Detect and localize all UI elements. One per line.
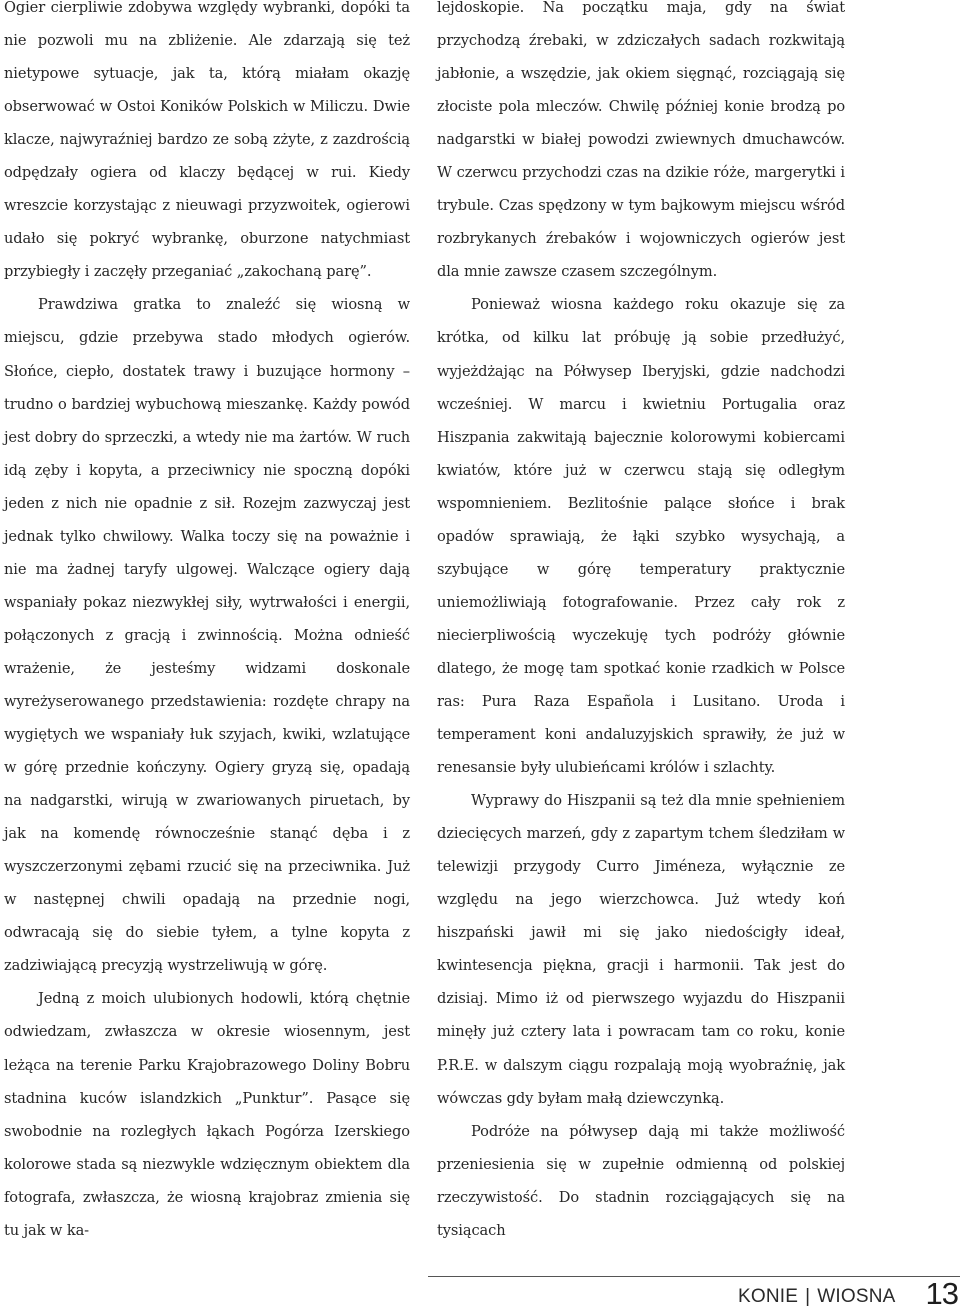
paragraph: Ponieważ wiosna każdego roku okazuje się za krótka, od kilku lat próbuję ją sobie przedłużyć, wyjeżdżając na Półwysep Iberyjski, gdzie nadchodzi wcześniej. W marcu i kwietniu Portugalia oraz Hiszpania zakwitają bajecznie kolorowymi kobiercami kwiatów, które już w czerwcu stają się odległym wspomnieniem. Bezlitośnie palące słońce i brak opadów sprawiają, że łąki szybko wysychają, a szybujące w górę temperatury praktycznie uniemożliwiają fotografowanie. Przez cały rok z niecierpliwością wyczekuję tych podróży głównie dlatego, że mogę tam spotkać konie rzadkich w Polsce ras: Pura Raza Española i Lusitano. Uroda i temperament koni andaluzyjskich sprawiły, że już w renesansie były ulubieńcami królów i szlachty. bbox=[437, 296, 845, 777]
paragraph: Wyprawy do Hiszpanii są też dla mnie spełnieniem dziecięcych marzeń, gdy z zapartym tchem śledziłam w telewizji przygody Curro Jiméneza, wyłącznie ze względu na jego wierzchowca. Już wtedy koń hiszpański jawił mi się jako niedościgły ideał, kwintesencja piękna, gracji i harmonii. Tak jest do dzisiaj. Mimo iż od pierwszego wyjazdu do Hiszpanii minęły już cztery lata i powracam tam co roku, konie P.R.E. w dalszym ciągu rozpalają moją wyobraźnię, jak wówczas gdy byłam małą dziewczynką. bbox=[437, 792, 845, 1107]
footer-divider bbox=[428, 1276, 960, 1277]
footer-section-konie: KONIE bbox=[738, 1286, 799, 1307]
footer-separator: | bbox=[805, 1286, 811, 1307]
right-text-column bbox=[437, 0, 845, 1247]
footer-section-wiosna: WIOSNA bbox=[817, 1286, 896, 1307]
paragraph: Jedną z moich ulubionych hodowli, którą chętnie odwiedzam, zwłaszcza w okresie wiosennym, jest leżąca na terenie Parku Krajobrazowego Doliny Bobru stadnina kuców islandzkich „Punktur”. Pasące się swobodnie na rozległych łąkach Pogórza Izerskiego kolorowe stada są niezwykle wdzięcznym obiektem dla fotografa, zwłaszcza, że wiosną krajobraz zmienia się tu jak w ka- bbox=[4, 990, 410, 1239]
paragraph: lejdoskopie. Na początku maja, gdy na świat przychodzą źrebaki, w zdziczałych sadach rozkwitają jabłonie, a wszędzie, jak okiem sięgnąć, rozciągają się złociste pola mleczów. Chwilę później konie brodzą po nadgarstki w białej powodzi zwiewnych dmuchawców. W czerwcu przychodzi czas na dzikie róże, margerytki i trybule. Czas spędzony w tym bajkowym miejscu wśród rozbrykanych źrebaków i wojowniczych ogierów jest dla mnie zawsze czasem szczególnym. bbox=[437, 0, 845, 281]
paragraph: Prawdziwa gratka to znaleźć się wiosną w miejscu, gdzie przebywa stado młodych ogierów. Słońce, ciepło, dostatek trawy i buzujące hormony – trudno o bardziej wybuchową mieszankę. Każdy powód jest dobry do sprzeczki, a wtedy nie ma żartów. W ruch idą zęby i kopyta, a przeciwnicy nie spoczną dopóki jeden z nich nie opadnie z sił. Rozejm zazwyczaj jest jednak tylko chwilowy. Walka toczy się na poważnie i nie ma żadnej taryfy ulgowej. Walczące ogiery dają wspaniały pokaz niezwykłej siły, wytrwałości i energii, połączonych z gracją i zwinnością. Można odnieść wrażenie, że jesteśmy widzami doskonale wyreżyserowanego przedstawienia: rozdęte chrapy na wygiętych we wspaniały łuk szyjach, kwiki, wzlatujące w górę przednie kończyny. Ogiery gryzą się, opadają na nadgarstki, wirują w zwariowanych piruetach, by jak na komendę równocześnie stanąć dęba i z wyszczerzonymi zębami rzucić się na przeciwnika. Już w następnej chwili opadają na przednie nogi, odwracają się do siebie tyłem, a tylne kopyta z zadziwiającą precyzją wystrzeliwują w górę. bbox=[4, 296, 410, 975]
paragraph: Ogier cierpliwie zdobywa względy wybranki, dopóki ta nie pozwoli mu na zbliżenie. Ale zdarzają się też nietypowe sytuacje, jak ta, którą miałam okazję obserwować w Ostoi Koników Polskich w Miliczu. Dwie klacze, najwyraźniej bardzo ze sobą zżyte, z zazdrością odpędzały ogiera od klaczy będącej w rui. Kiedy wreszcie korzystając z nieuwagi przyzwoitek, ogierowi udało się pokryć wybrankę, oburzone natychmiast przybiegły i zaczęły przeganiać „zakochaną parę”. bbox=[4, 0, 410, 281]
page-number: 13 bbox=[925, 1276, 958, 1311]
left-text-column bbox=[4, 0, 410, 1247]
paragraph: Podróże na półwysep dają mi także możliwość przeniesienia się w zupełnie odmienną od polskiej rzeczywistość. Do stadnin rozciągających się na tysiącach bbox=[437, 1122, 845, 1239]
running-footer bbox=[738, 1286, 896, 1308]
